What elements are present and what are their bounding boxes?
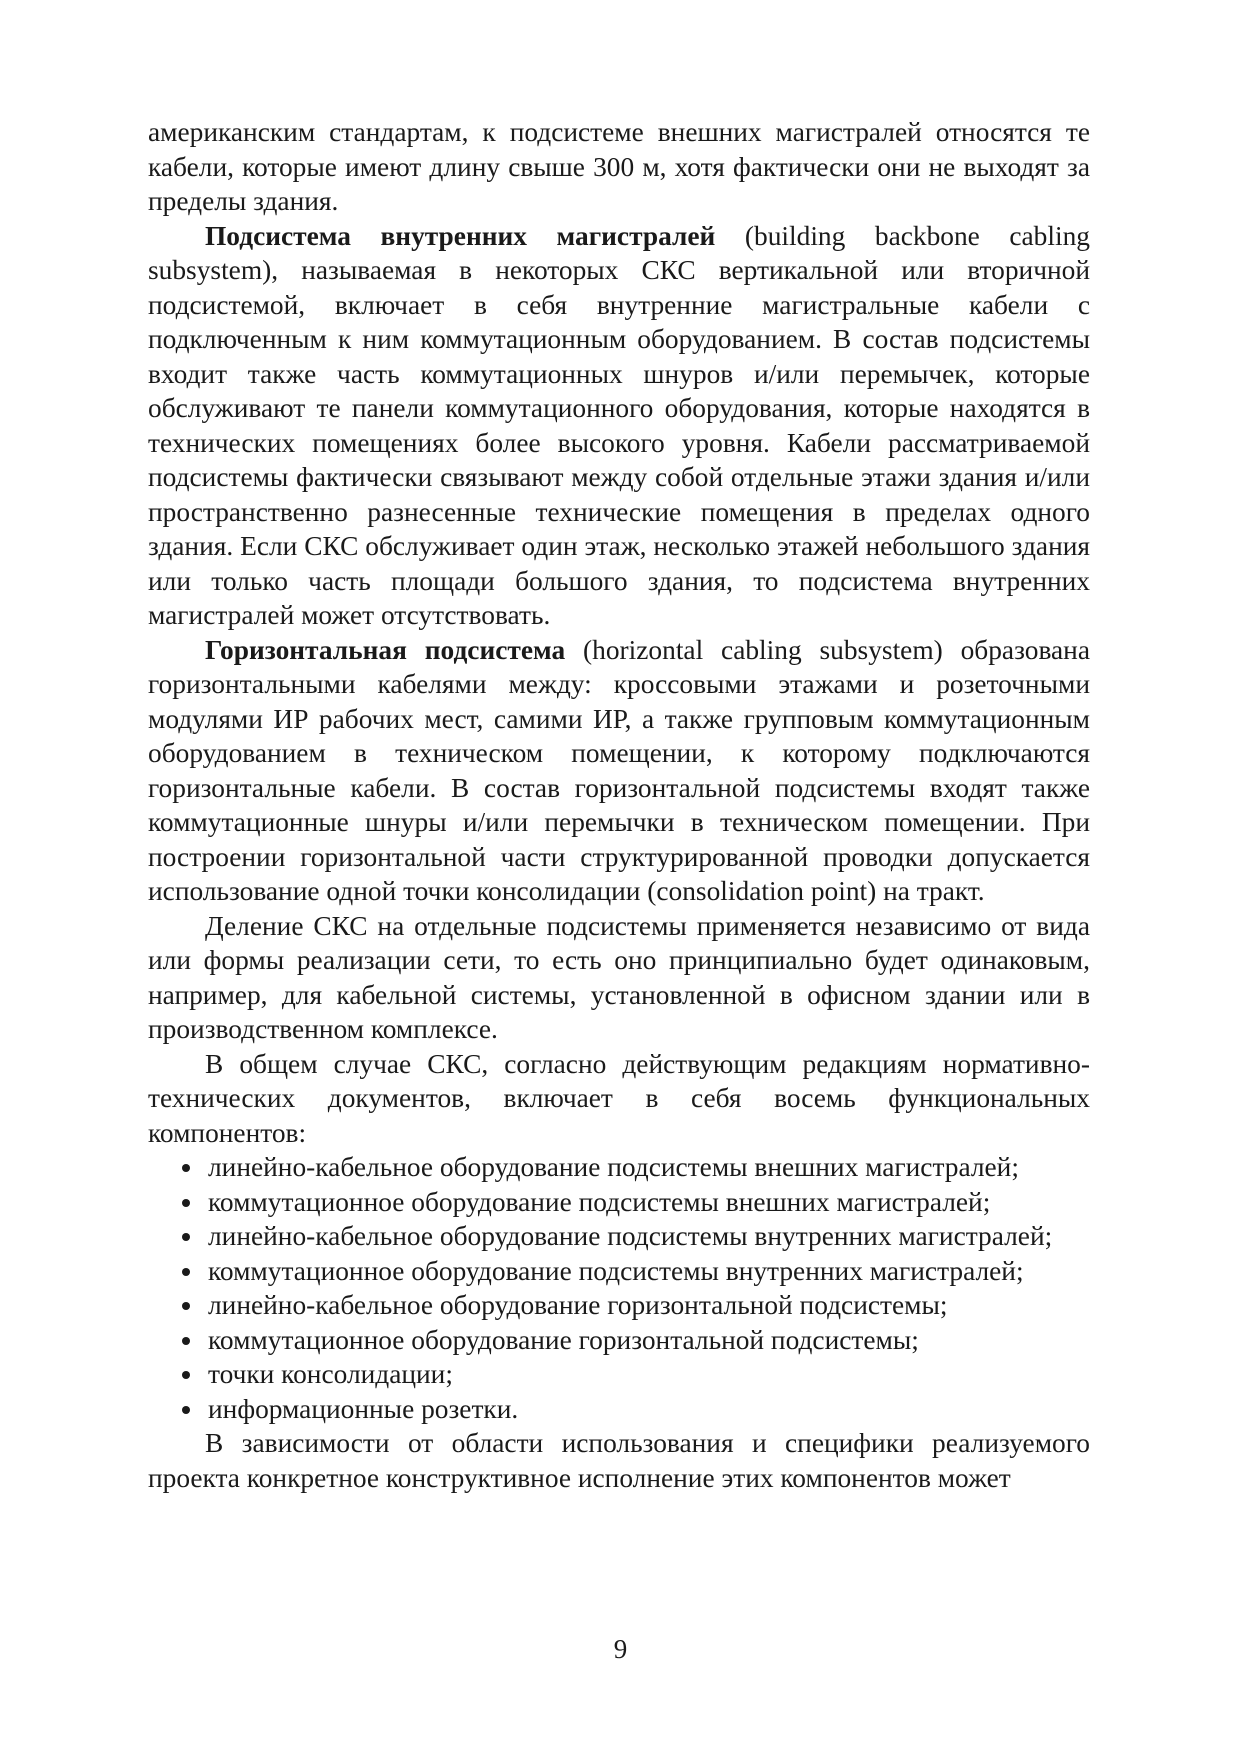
bullet-icon (182, 1371, 190, 1379)
bullet-icon (182, 1268, 190, 1276)
list-item (148, 1288, 1090, 1323)
page-number: 9 (613, 1634, 628, 1664)
list-item-text: точки консолидации; (208, 1359, 453, 1389)
list-item-text: линейно-кабельное оборудование подсистемы внешних магистралей; (208, 1152, 1019, 1182)
bullet-icon (182, 1199, 190, 1207)
bullet-icon (182, 1406, 190, 1414)
list-item (148, 1185, 1090, 1220)
list-item (148, 1357, 1090, 1392)
paragraph-continuation (148, 115, 1090, 219)
list-item-text: линейно-кабельное оборудование горизонтальной подсистемы; (208, 1290, 948, 1320)
paragraph-text: В общем случае СКС, согласно действующим редакциям нормативно-технических документов, включает в себя восемь функциональных компонентов: (148, 1048, 1090, 1148)
list-item-text: коммутационное оборудование подсистемы внешних магистралей; (208, 1186, 991, 1217)
term-building-backbone: Подсистема внутренних магистралей (205, 220, 716, 251)
list-item (148, 1150, 1090, 1185)
components-list (148, 1150, 1090, 1426)
list-item (148, 1254, 1090, 1289)
list-item-text: линейно-кабельное оборудование подсистемы внутренних магистралей; (208, 1221, 1053, 1251)
list-item (148, 1392, 1090, 1427)
bullet-icon (182, 1164, 190, 1172)
paragraph-horizontal-subsystem (148, 633, 1090, 909)
paragraph-building-backbone (148, 219, 1090, 633)
bullet-icon (182, 1233, 190, 1241)
list-item-text: коммутационное оборудование горизонтальной подсистемы; (208, 1324, 919, 1355)
list-item (148, 1323, 1090, 1358)
term-horizontal-subsystem: Горизонтальная подсистема (205, 634, 566, 665)
paragraph-text: В зависимости от области использования и специфики реализуемого проекта конкретное конструктивное исполнение этих компонентов может (148, 1428, 1090, 1493)
list-item-text: информационные розетки. (208, 1393, 519, 1424)
page-body (148, 115, 1090, 1495)
paragraph-components-intro (148, 1047, 1090, 1151)
list-item-text: коммутационное оборудование подсистемы внутренних магистралей; (208, 1255, 1024, 1286)
paragraph-closing (148, 1426, 1090, 1495)
bullet-icon (182, 1337, 190, 1345)
paragraph-text: американским стандартам, к подсистеме внешних магистралей относятся те кабели, которые имеют длину свыше 300 м, хотя фактически они не выходят за пределы здания. (148, 117, 1090, 216)
list-item (148, 1219, 1090, 1254)
paragraph-text: (building backbone cabling subsystem), называемая в некоторых СКС вертикальной или вторичной подсистемой, включает в себя внутренние магистральные кабели с подключенным к ним коммутационным оборудованием. В состав подсистемы входит также часть коммутационных шнуров и/или перемычек, которые обслуживают те панели коммутационного оборудования, которые находятся в технических помещениях более высокого уровня. Кабели рассматриваемой подсистемы фактически связывают между собой отдельные этажи здания и/или пространственно разнесенные технические помещения в пределах одного здания. Если СКС обслуживает один этаж, несколько этажей небольшого здания или только часть площади большого здания, то подсистема внутренних магистралей может отсутствовать. (148, 220, 1090, 630)
paragraph-text: (horizontal cabling subsystem) образована горизонтальными кабелями между: кроссовыми этажами и розеточными модулями ИР рабочих мест, самими ИР, а также групповым коммутационным оборудованием в техническом помещении, к которому подключаются горизонтальные кабели. В состав горизонтальной подсистемы входят также коммутационные шнуры и/или перемычки в техническом помещении. При построении горизонтальной части структурированной проводки допускается использование одной точки консолидации (consolidation point) на тракт. (148, 634, 1090, 906)
paragraph-division (148, 909, 1090, 1047)
paragraph-text: Деление СКС на отдельные подсистемы применяется независимо от вида или формы реализации сети, то есть оно принципиально будет одинаковым, например, для кабельной системы, установленной в офисном здании или в производственном комплексе. (148, 910, 1090, 1044)
bullet-icon (182, 1302, 190, 1310)
